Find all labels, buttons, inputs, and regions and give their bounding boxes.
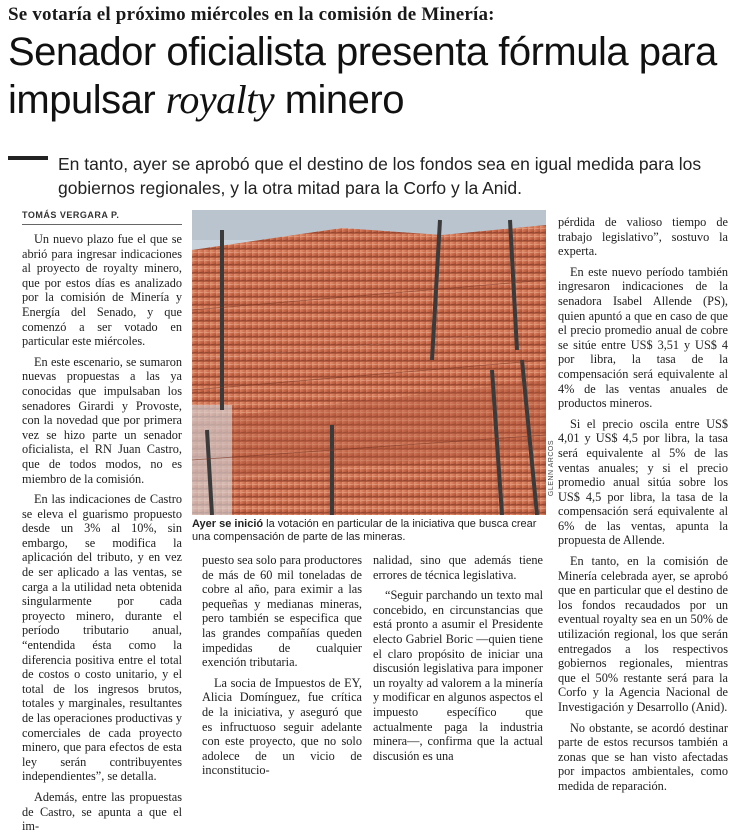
paragraph: pérdida de valioso tiempo de trabajo legislativo”, sostuvo la experta.	[558, 215, 728, 259]
paragraph: En tanto, en la comisión de Minería celebrada ayer, se aprobó que en particular que el destino de los fondos recaudados por un eventual royalty sea en un 50% de utilización regional, los que serán entregados a los respectivos gobiernos regionales, mientras que el 50% restante será para la Corfo y la Agencia Nacional de Investigación y Desarrollo (Anid).	[558, 554, 728, 714]
deck: En tanto, ayer se aprobó que el destino de los fondos sea en igual medida para los gobiernos regionales, y la otra mitad para la Corfo y la Anid.	[58, 154, 702, 198]
byline: TOMÁS VERGARA P.	[22, 210, 120, 220]
deck-bar	[8, 156, 48, 160]
headline-italic: royalty	[165, 77, 275, 122]
column-1	[22, 232, 182, 840]
headline	[8, 28, 733, 124]
paragraph: “Seguir parchando un texto mal concebido, en circunstancias que está pronto a asumir el Presidente electo Gabriel Boric —quien tiene el claro propósito de iniciar una discusión legislativa para imponer un royalty ad valorem a la minería y modificar en algunos aspectos el impuesto específico que actualmente paga la industria minera—, confirma que la actual discusión es una	[373, 588, 543, 763]
caption-text: la votación en particular de la iniciativa que busca crear una compensación de parte de las mineras.	[192, 518, 537, 543]
column-2	[202, 553, 362, 784]
paragraph: Si el precio oscila entre US$ 4,01 y US$ 4,5 por libra, la tasa será equivalente al 5% de las ventas anuales; y si el precio promedio anual sitúa sobre los US$ 4,5 por libra, la tasa de la compensación será equivalente al 6% de las ventas, apunta la propuesta de Allende.	[558, 416, 728, 548]
kicker: Se votaría el próximo miércoles en la comisión de Minería:	[8, 4, 495, 25]
byline-rule	[22, 224, 182, 225]
paragraph: puesto sea solo para productores de más de 60 mil toneladas de cobre al año, para eximir a las pequeñas y medianas mineras, pero también se especifica que las grandes compañías queden impedidas de cualquier exención tributaria.	[202, 553, 362, 670]
paragraph: En este nuevo período también ingresaron indicaciones de la senadora Isabel Allende (PS), quien apuntó a que en caso de que el precio promedio anual de cobre se sitúe entre US$ 3,51 y US$ 4 por libra, la tasa de la compensación será equivalente al 4% de las ventas anuales de productos mineros.	[558, 264, 728, 411]
caption-lead: Ayer se inició	[192, 518, 264, 530]
headline-part2: minero	[274, 78, 404, 122]
paragraph: No obstante, se acordó destinar parte de estos recursos también a zonas que se han visto afectadas por impactos ambientales, como medida de reparación.	[558, 720, 728, 793]
headline-part1: Senador oficialista presenta fórmula para impulsar	[8, 30, 717, 122]
paragraph: En este escenario, se sumaron nuevas propuestas a las ya conocidas que impulsaban los senadores Girardi y Provoste, con la novedad que por primera vez se hizo parte un senador oficialista, el RN Juan Castro, que de todos modos, no es miembro de la comisión.	[22, 354, 182, 486]
paragraph: nalidad, sino que además tiene errores de técnica legislativa.	[373, 553, 543, 582]
paragraph: En las indicaciones de Castro se eleva el guarismo propuesto desde un 3% al 10%, sin embargo, se modifica la aplicación del tributo, y en vez de ser aplicado a las ventas, se carga a la utilidad neta obtenida singularmente por cada proyecto minero, durante el período tributario anual, “entendida ésta como la diferencia positiva entre el total de costos o costo unitario, y el total de los ingresos brutos, totales y marginales, resultantes de las operaciones productivas y comerciales de cada proyecto minero, que para efectos de esta ley serán contribuyentes independientes”, se detalla.	[22, 492, 182, 784]
photo-caption	[192, 518, 546, 544]
column-3	[373, 553, 543, 769]
column-4	[558, 215, 728, 800]
copper-cathodes-photo	[192, 210, 546, 515]
paragraph: Además, entre las propuestas de Castro, se apunta a que el im-	[22, 789, 182, 834]
paragraph: Un nuevo plazo fue el que se abrió para ingresar indicaciones al proyecto de royalty minero, que por estos días es analizado por la comisión de Minería y Energía del Senado, y que comenzó a ser votado en particular este miércoles.	[22, 232, 182, 349]
photo-credit: GLENN ARCOS	[548, 440, 555, 497]
paragraph: La socia de Impuestos de EY, Alicia Domínguez, fue crítica de la iniciativa, y aseguró que es infructuoso seguir adelante con este proyecto, que no solo adolece de un vicio de inconstitucio-	[202, 675, 362, 778]
